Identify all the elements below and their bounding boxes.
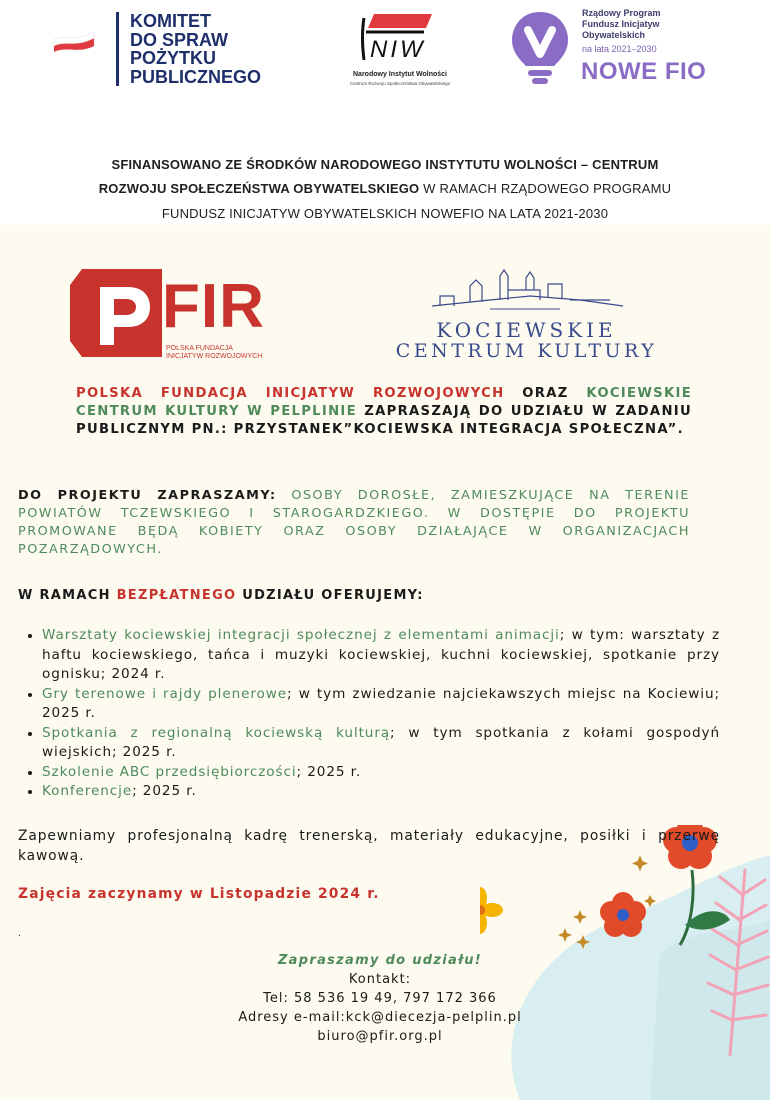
list-item: Szkolenie ABC przedsiębiorczości; 2025 r. (18, 763, 720, 783)
contact-label: Kontakt: (348, 972, 412, 987)
fio-lightbulb-icon (508, 8, 572, 86)
list-item: Konferencje; 2025 r. (18, 782, 720, 802)
niw-name: Narodowy Instytut Wolności (353, 71, 447, 78)
fio-program-text: Rządowy Program Fundusz Inicjatyw Obywatelskich (582, 8, 661, 40)
funding-line-2: ROZWOJU SPOŁECZEŃSTWA OBYWATELSKIEGO W RAMACH RZĄDOWEGO PROGRAMU (98, 181, 672, 196)
contact-email-kck[interactable]: Adresy e-mail:kck@diecezja-pelplin.pl (238, 1010, 522, 1025)
fio-years: na lata 2021–2030 (582, 44, 657, 54)
komitet-logo-text: KOMITET DO SPRAW POŻYTKU PUBLICZNEGO (130, 11, 262, 87)
list-item: Warsztaty kociewskiej integracji społecznej z elementami animacji; w tym: warsztaty z haftu kociewskiego, tańca i muzyki kociewskiej, kuchni kociewskiej, spotkanie przy ognisku; 2024 r. (18, 626, 720, 685)
contact-phone[interactable]: Tel: 58 536 19 49, 797 172 366 (263, 991, 497, 1006)
funding-line-3: FUNDUSZ INICJATYW OBYWATELSKICH NOWEFIO NA LATA 2021-2030 (161, 206, 609, 221)
intro-paragraph: POLSKA FUNDACJA INICJATYW ROZWOJOWYCH ORAZ KOCIEWSKIE CENTRUM KULTURY W PELPLINIE ZAPRASZAJĄ DO UDZIAŁU W ZADANIU PUBLICZNYM PN.: PRZYSTANEK”KOCIEWSKA INTEGRACJA SPOŁECZNA”. (76, 386, 692, 437)
kck-logo-line-2: CENTRUM KULTURY (395, 340, 658, 362)
pfir-logo-subtitle: POLSKA FUNDACJA INICJATYW ROZWOJOWYCH (166, 345, 263, 360)
komitet-flag-icon (50, 32, 98, 58)
kck-logo-line-1: KOCIEWSKIE (436, 318, 617, 342)
offer-heading: W RAMACH BEZPŁATNEGO UDZIAŁU OFERUJEMY: (18, 588, 424, 603)
niw-logo-letters: NIW (370, 36, 426, 63)
contact-email-pfir[interactable]: biuro@pfir.org.pl (317, 1029, 443, 1044)
fio-name: NOWE FIO (581, 58, 707, 85)
pfir-logo-icon (70, 269, 162, 357)
staff-paragraph: Zapewniamy profesjonalną kadrę trenerską, materiały edukacyjne, posiłki i przerwę kawową. (18, 828, 720, 864)
niw-subtitle: Centrum Rozwoju Społeczeństwa Obywatelskiego (349, 81, 451, 86)
kck-church-illustration (430, 266, 625, 314)
start-date-text: Zajęcia zaczynamy w Listopadzie 2024 r. (18, 886, 380, 902)
invite-text: Zapraszamy do udziału! (277, 953, 483, 968)
list-item: Spotkania z regionalną kociewską kulturą; w tym spotkania z kołami gospodyń wiejskich; 2025 r. (18, 724, 720, 763)
pfir-logo-word: FIR (162, 272, 265, 341)
funding-line-1: SFINANSOWANO ZE ŚRODKÓW NARODOWEGO INSTYTUTU WOLNOŚCI – CENTRUM (111, 157, 659, 172)
offer-list (18, 626, 720, 802)
komitet-divider (116, 12, 119, 86)
list-item: Gry terenowe i rajdy plenerowe; w tym zwiedzanie najciekawszych miejsc na Kociewiu; 2025 r. (18, 685, 720, 724)
org-pfir-name: POLSKA FUNDACJA INICJATYW ROZWOJOWYCH (76, 386, 505, 401)
org-kck-name: KOCIEWSKIE CENTRUM KULTURY W PELPLINIE (76, 386, 692, 419)
stray-dot: . (18, 928, 22, 939)
project-paragraph: DO PROJEKTU ZAPRASZAMY: OSOBY DOROSŁE, ZAMIESZKUJĄCE NA TERENIE POWIATÓW TCZEWSKIEGO I STAROGARDZKIEGO. W DOSTĘPIE DO PROJEKTU PROMOWANE BĘDĄ KOBIETY ORAZ OSOBY DZIAŁAJĄCE W ORGANIZACJACH POZARZĄDOWYCH. (18, 488, 690, 557)
